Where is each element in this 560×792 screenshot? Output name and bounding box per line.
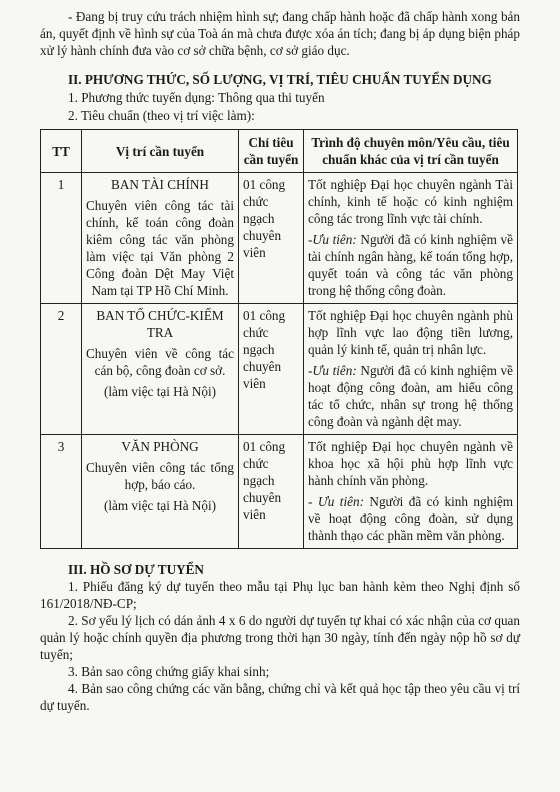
priority-text bbox=[308, 231, 513, 299]
table-header-row bbox=[41, 130, 518, 173]
table-row bbox=[41, 173, 518, 304]
positions-table bbox=[40, 129, 518, 549]
requirement-text: Tốt nghiệp Đại học chuyên ngành Tài chính, kinh tế hoặc có kinh nghiệm công tác trong lĩnh vực tài chính. bbox=[308, 177, 513, 226]
header-position: Vị trí cần tuyển bbox=[82, 130, 239, 173]
requirement-text: Tốt nghiệp Đại học chuyên ngành phù hợp lĩnh vực lao động tiền lương, quản lý kinh tế, quản trị nhân lực. bbox=[308, 308, 513, 357]
priority-label: -Ưu tiên: bbox=[308, 232, 357, 247]
list-item: 1. Phiếu đăng ký dự tuyển theo mẫu tại Phụ lục ban hành kèm theo Nghị định số 161/2018/NĐ-CP; bbox=[40, 579, 520, 611]
position-cell bbox=[82, 435, 239, 549]
quota-cell: 01 công chức ngạch chuyên viên bbox=[239, 173, 304, 304]
requirements-cell bbox=[304, 435, 518, 549]
position-location: (làm việc tại Hà Nội) bbox=[103, 384, 217, 399]
intro-paragraph: - Đang bị truy cứu trách nhiệm hình sự; đang chấp hành hoặc đã chấp hành xong bản án, quyết định về hình sự của Toà án mà chưa được xóa án tích; đang bị áp dụng biện pháp xử lý hành chính đưa vào cơ sở chữa bệnh, cơ sở giáo dục. bbox=[40, 9, 520, 58]
row-number: 3 bbox=[41, 435, 82, 549]
list-item: 3. Bản sao công chứng giấy khai sinh; bbox=[68, 664, 270, 679]
position-title: BAN TỔ CHỨC-KIỂM TRA bbox=[96, 308, 224, 340]
header-tt: TT bbox=[41, 130, 82, 173]
position-title: BAN TÀI CHÍNH bbox=[111, 177, 209, 192]
row-number: 2 bbox=[41, 304, 82, 435]
quota-cell: 01 công chức ngạch chuyên viên bbox=[239, 304, 304, 435]
position-description: Chuyên viên về công tác cán bộ, công đoàn cơ sở. bbox=[86, 346, 234, 378]
quota-cell: 01 công chức ngạch chuyên viên bbox=[239, 435, 304, 549]
section-2-heading: II. PHƯƠNG THỨC, SỐ LƯỢNG, VỊ TRÍ, TIÊU CHUẨN TUYỂN DỤNG bbox=[68, 72, 492, 87]
position-cell bbox=[82, 304, 239, 435]
requirements-cell bbox=[304, 304, 518, 435]
section-3-heading: III. HỒ SƠ DỰ TUYỂN bbox=[68, 562, 204, 577]
application-documents-list bbox=[40, 578, 520, 714]
position-location: (làm việc tại Hà Nội) bbox=[103, 498, 217, 513]
priority-label: -Ưu tiên: bbox=[308, 363, 357, 378]
priority-detail: Người đã có kinh nghiệm về tài chính ngân hàng, kế toán tổng hợp, quyết toán và công tác văn phòng trong hệ thống công đoàn. bbox=[308, 232, 513, 298]
position-cell bbox=[82, 173, 239, 304]
priority-detail: Người đã có kinh nghiệm về hoạt động công đoàn, am hiểu công tác tổ chức, nhân sự trong hệ thống công đoàn và ngành dệt may. bbox=[308, 363, 513, 429]
recruitment-method: 1. Phương thức tuyển dụng: Thông qua thi tuyển bbox=[68, 90, 325, 105]
position-description: Chuyên viên công tác tổng hợp, báo cáo. bbox=[86, 460, 234, 492]
table-row bbox=[41, 304, 518, 435]
priority-detail: Người đã có kinh nghiệm về hoạt động công đoàn, sử dụng thành thạo các phần mềm văn phòng. bbox=[308, 494, 513, 543]
requirement-text: Tốt nghiệp Đại học chuyên ngành về khoa học xã hội phù hợp lĩnh vực hành chính văn phòng. bbox=[308, 439, 513, 488]
priority-text bbox=[308, 493, 513, 544]
position-title: VĂN PHÒNG bbox=[121, 439, 199, 454]
requirements-cell bbox=[304, 173, 518, 304]
list-item: 2. Sơ yếu lý lịch có dán ảnh 4 x 6 do người dự tuyển tự khai có xác nhận của cơ quan quản lý hoặc chính quyền địa phương trong thời hạn 30 ngày, tính đến ngày nộp hồ sơ dự tuyển; bbox=[40, 613, 520, 662]
header-requirements: Trình độ chuyên môn/Yêu cầu, tiêu chuẩn khác của vị trí cần tuyển bbox=[304, 130, 518, 173]
priority-text bbox=[308, 362, 513, 430]
criteria-label: 2. Tiêu chuẩn (theo vị trí việc làm): bbox=[68, 108, 255, 123]
table-row bbox=[41, 435, 518, 549]
header-quota: Chỉ tiêu cần tuyển bbox=[239, 130, 304, 173]
priority-label: - Ưu tiên: bbox=[308, 494, 364, 509]
position-description: Chuyên viên công tác tài chính, kế toán công đoàn kiêm công tác văn phòng làm việc tại Văn phòng 2 Công đoàn Dệt May Việt Nam tại TP Hồ Chí Minh. bbox=[86, 198, 234, 298]
list-item: 4. Bản sao công chứng các văn bằng, chứng chỉ và kết quả học tập theo yêu cầu vị trí dự tuyển. bbox=[40, 681, 520, 713]
row-number: 1 bbox=[41, 173, 82, 304]
